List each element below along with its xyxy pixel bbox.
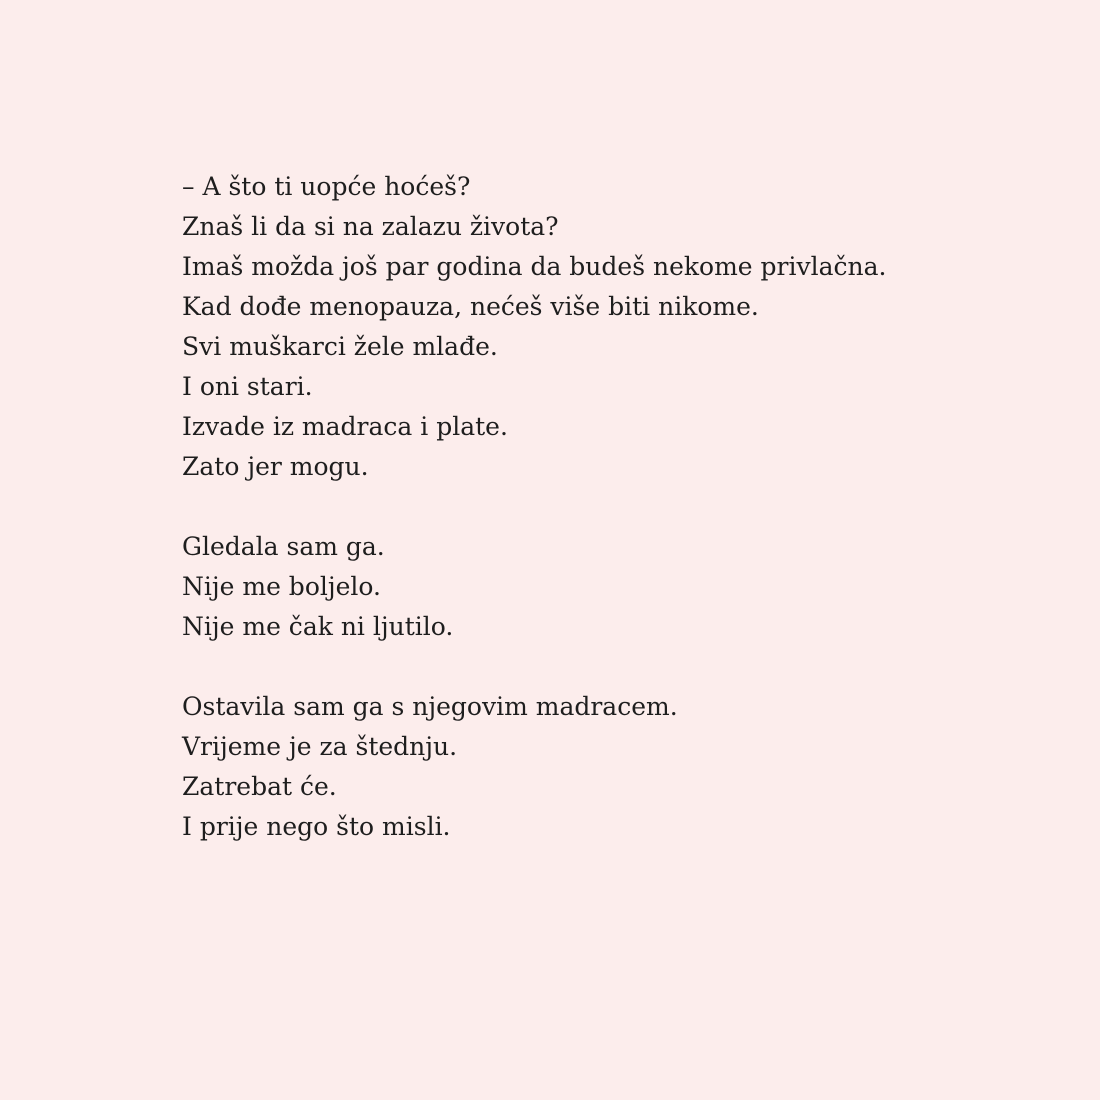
poem-line: Vrijeme je za štednju. — [182, 732, 458, 761]
poem-line: Imaš možda još par godina da budeš nekome privlačna. — [182, 252, 887, 281]
poem-line: Svi muškarci žele mlađe. — [182, 332, 498, 361]
poem-line: – A što ti uopće hoćeš? — [182, 172, 471, 201]
poem-line: Nije me čak ni ljutilo. — [182, 612, 454, 641]
poem-line: Zatrebat će. — [182, 772, 337, 801]
stanza-1 — [182, 167, 1062, 487]
poem-line: Gledala sam ga. — [182, 532, 385, 561]
poem-line: Zato jer mogu. — [182, 452, 369, 481]
stanza-3 — [182, 687, 1062, 847]
poem-line: Izvade iz madraca i plate. — [182, 412, 508, 441]
poem-text — [182, 167, 1062, 847]
poem-line: Ostavila sam ga s njegovim madracem. — [182, 692, 678, 721]
poem-line: I prije nego što misli. — [182, 812, 451, 841]
poem-line: Znaš li da si na zalazu života? — [182, 212, 559, 241]
poem-line: Kad dođe menopauza, nećeš više biti nikome. — [182, 292, 759, 321]
stanza-2 — [182, 527, 1062, 647]
poem-line: Nije me boljelo. — [182, 572, 381, 601]
poem-line: I oni stari. — [182, 372, 313, 401]
